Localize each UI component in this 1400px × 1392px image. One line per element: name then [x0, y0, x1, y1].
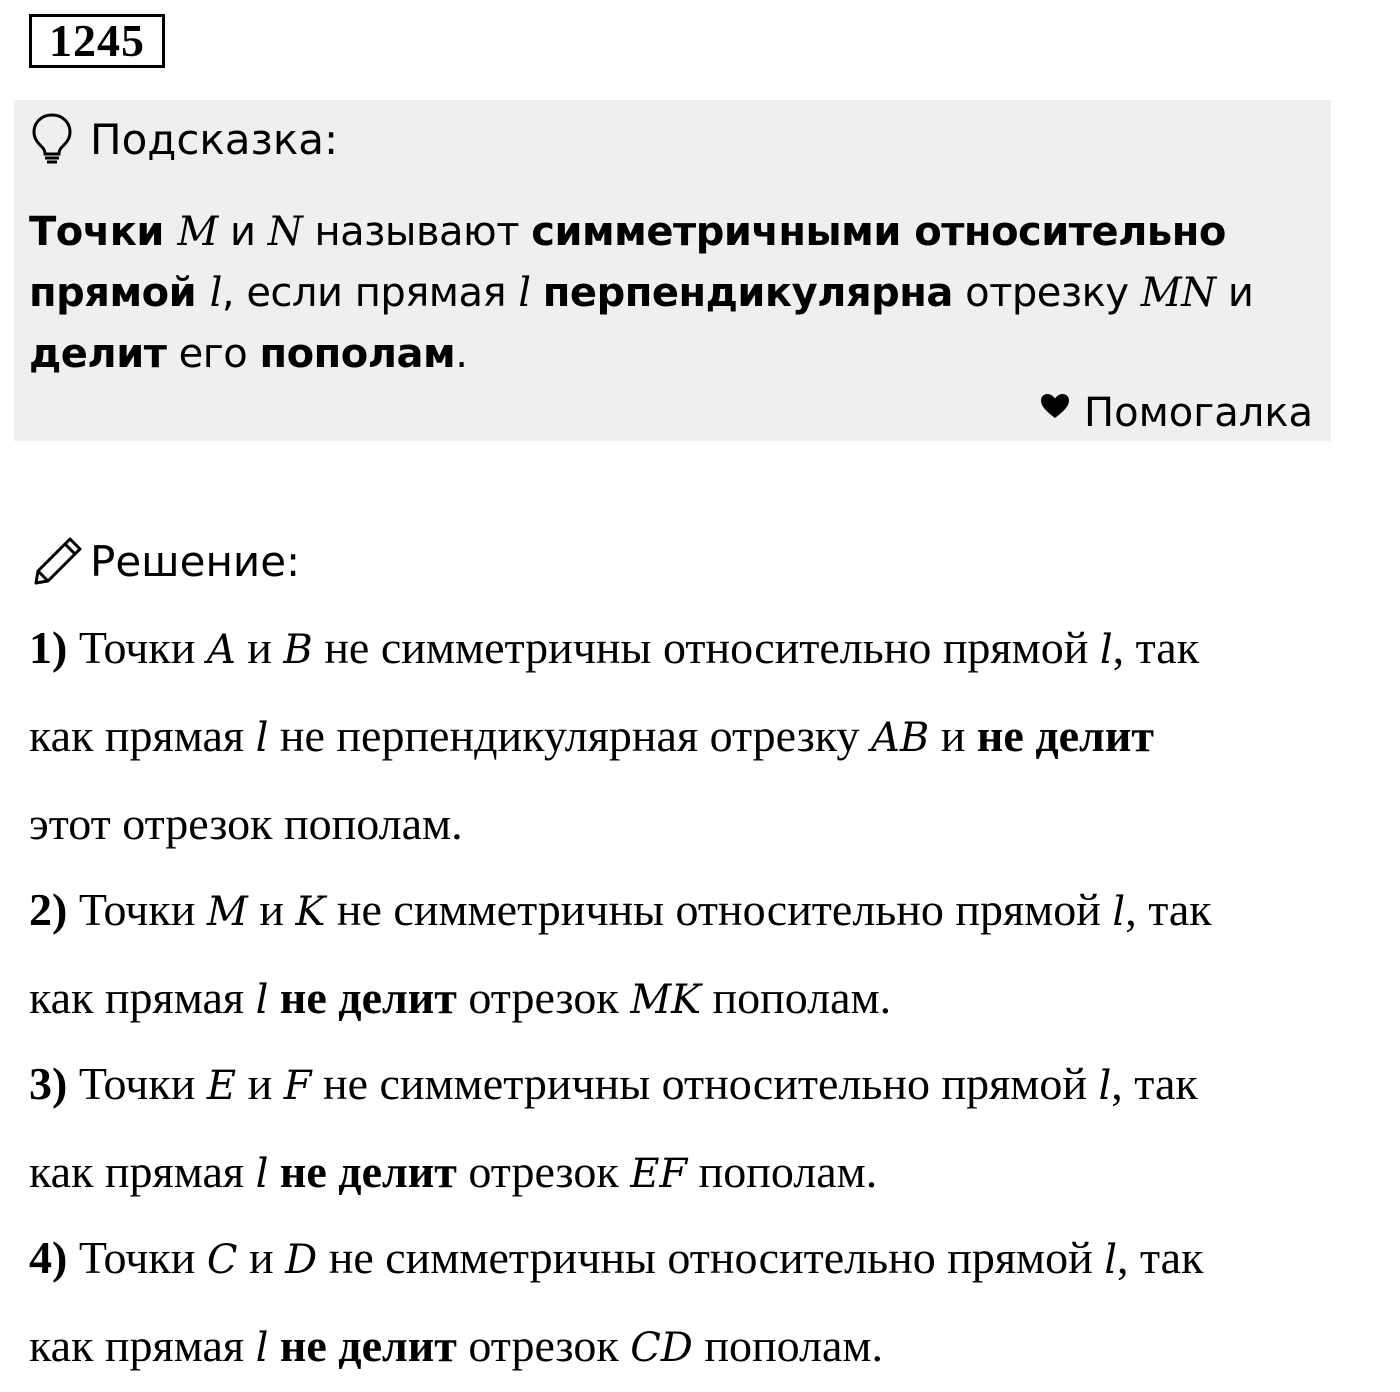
solution-title: Решение: — [90, 536, 301, 586]
text-segment: 4) — [29, 1232, 68, 1283]
solution-line — [29, 604, 1359, 694]
text-segment: как прямая — [29, 710, 256, 761]
text-segment: 1) — [29, 622, 68, 673]
text-segment: и — [236, 1058, 284, 1109]
math-variable: AB — [871, 715, 930, 761]
math-variable: F — [283, 1063, 312, 1109]
math-variable: K — [295, 889, 326, 935]
text-segment: не делит — [279, 972, 457, 1023]
text-segment: как прямая — [29, 972, 256, 1023]
text-segment: как прямая — [29, 1320, 256, 1371]
text-segment: отрезок — [456, 972, 631, 1023]
text-segment: и — [237, 1232, 286, 1283]
text-segment: не симметричны относительно прямой — [317, 1232, 1105, 1283]
text-segment: Точки — [67, 1232, 207, 1283]
text-segment: не симметричны относительно прямой — [311, 1058, 1099, 1109]
math-variable: l — [209, 270, 222, 316]
text-segment: и — [247, 884, 296, 935]
math-variable: l — [1099, 627, 1113, 673]
math-variable: l — [1098, 1063, 1112, 1109]
pencil-icon — [32, 535, 84, 587]
text-segment: этот отрезок пополам. — [29, 798, 463, 849]
text-segment: и — [1215, 270, 1254, 316]
math-variable: CD — [630, 1325, 693, 1371]
text-segment — [268, 1320, 280, 1371]
text-segment: , так — [1111, 1058, 1198, 1109]
math-variable: M — [177, 209, 218, 255]
solution-header — [32, 532, 300, 590]
math-variable: l — [255, 977, 269, 1023]
text-segment: не симметричны относительно прямой — [312, 622, 1100, 673]
solution-line — [29, 780, 1359, 868]
text-segment: пополам — [259, 331, 456, 377]
math-variable: C — [206, 1237, 238, 1283]
text-segment: делит — [29, 331, 167, 377]
solution-line — [29, 1214, 1359, 1304]
math-variable: MN — [1140, 270, 1216, 316]
math-variable: D — [285, 1237, 318, 1283]
hint-title: Подсказка: — [90, 114, 339, 164]
text-segment: отрезок — [456, 1146, 631, 1197]
text-segment — [268, 972, 280, 1023]
text-segment: не перпендикулярная отрезку — [268, 710, 872, 761]
text-segment: Точки — [67, 622, 207, 673]
text-segment: не симметричны относительно прямой — [325, 884, 1113, 935]
math-variable: EF — [630, 1151, 688, 1197]
solution-line — [29, 1040, 1359, 1130]
text-segment: и — [217, 209, 268, 255]
text-segment: как прямая — [29, 1146, 256, 1197]
text-segment — [268, 1146, 280, 1197]
math-variable: M — [206, 889, 248, 935]
text-segment: не делит — [976, 710, 1154, 761]
text-segment: Точки — [67, 1058, 207, 1109]
solution-line — [29, 692, 1359, 782]
math-variable: E — [206, 1063, 237, 1109]
math-variable: l — [518, 270, 531, 316]
math-variable: MK — [630, 977, 702, 1023]
math-variable: l — [255, 715, 269, 761]
heart-icon — [1040, 393, 1070, 419]
text-segment: и — [235, 622, 284, 673]
hint-line — [29, 324, 1319, 385]
text-segment: не делит — [279, 1320, 457, 1371]
math-variable: l — [255, 1325, 269, 1371]
text-segment: , так — [1117, 1232, 1204, 1283]
text-segment: Точки — [67, 884, 207, 935]
problem-number: 1245 — [29, 14, 165, 68]
text-segment: отрезок — [456, 1320, 631, 1371]
solution-line — [29, 1302, 1359, 1392]
text-segment: Точки — [29, 209, 178, 255]
text-segment: не делит — [279, 1146, 457, 1197]
text-segment: перпендикулярна — [542, 270, 953, 316]
text-segment — [531, 270, 543, 316]
text-segment: называют — [302, 209, 532, 255]
hint-line — [29, 202, 1319, 263]
math-variable: A — [206, 627, 236, 673]
solution-line — [29, 954, 1359, 1044]
credit — [1040, 388, 1313, 438]
text-segment: , если прямая — [221, 270, 519, 316]
text-segment: симметричными относительно — [531, 209, 1226, 255]
solution-line — [29, 866, 1359, 956]
credit-label: Помогалка — [1084, 390, 1313, 436]
text-segment: пополам. — [701, 972, 892, 1023]
hint-text — [29, 202, 1319, 385]
hint-line — [29, 263, 1319, 324]
text-segment: пополам. — [692, 1320, 883, 1371]
text-segment: , так — [1112, 622, 1200, 673]
hint-header — [30, 112, 338, 166]
text-segment: и — [929, 710, 977, 761]
math-variable: B — [283, 627, 313, 673]
math-variable: N — [267, 209, 303, 255]
text-segment: пополам. — [687, 1146, 878, 1197]
text-segment: отрезку — [952, 270, 1141, 316]
text-segment: его — [166, 331, 260, 377]
text-segment: 3) — [29, 1058, 68, 1109]
solution-line — [29, 1128, 1359, 1218]
math-variable: l — [1104, 1237, 1118, 1283]
text-segment: , так — [1125, 884, 1212, 935]
math-variable: l — [1112, 889, 1126, 935]
math-variable: l — [255, 1151, 269, 1197]
text-segment: . — [455, 331, 468, 377]
lightbulb-icon — [30, 112, 74, 166]
text-segment: прямой — [29, 270, 210, 316]
text-segment: 2) — [29, 884, 68, 935]
